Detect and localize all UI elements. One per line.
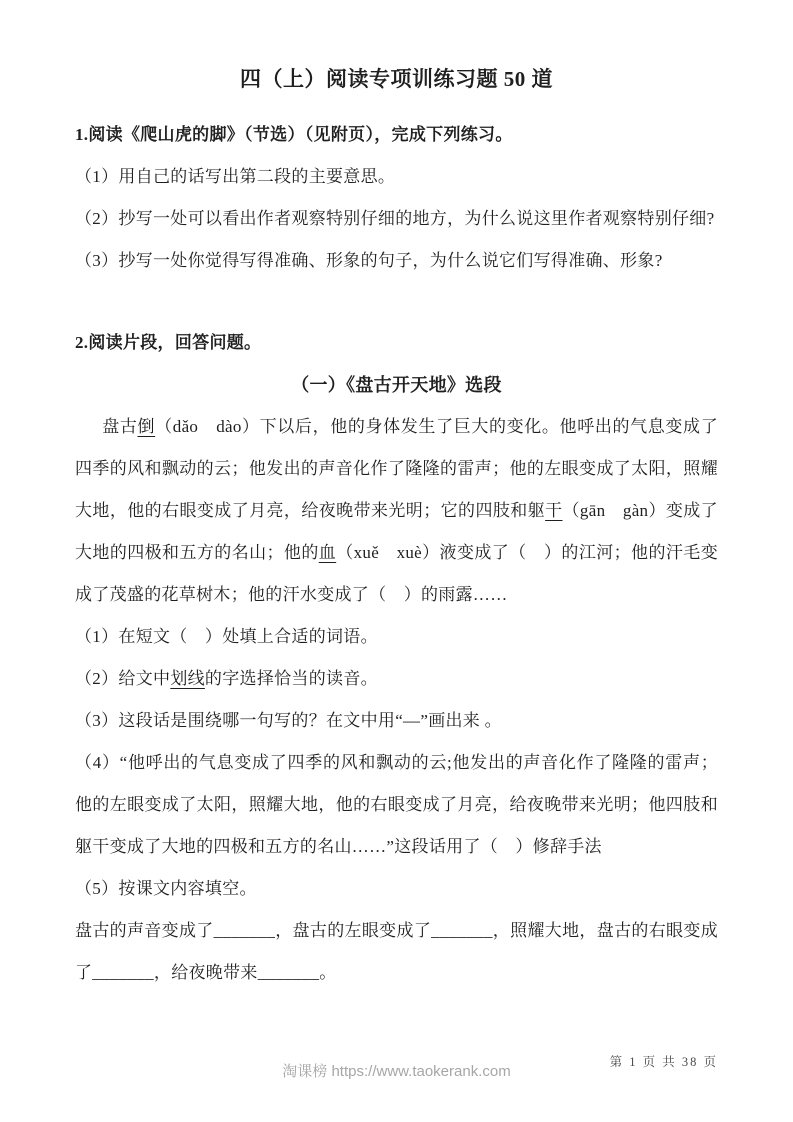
exercise-1-question-1: （1）用自己的话写出第二段的主要意思。 [75, 167, 396, 186]
watermark-site-link: 淘课榜 https://www.taokerank.com [282, 1063, 511, 1080]
page-number-indicator: 第 1 页 共 38 页 [609, 1055, 718, 1069]
document-title: 四（上）阅读专项训练习题 50 道 [240, 67, 553, 91]
exercise-2-question-4: （4）“他呼出的气息变成了四季的风和飘动的云;他发出的声音化作了隆隆的雷声；他的左眼变成了太阳，照耀大地，他的右眼变成了月亮，给夜晚带来光明；他四肢和躯干变成了大地的四极和五方的名山……”这段话用了（ ）修辞手法 [75, 753, 718, 856]
exercise-2-question-1: （1）在短文（ ）处填上合适的词语。 [75, 627, 378, 646]
exercise-2-question-5: （5）按课文内容填空。 [75, 879, 257, 898]
exercise-1-question-3: （3）抄写一处你觉得写得准确、形象的句子，为什么说它们写得准确、形象? [75, 251, 663, 270]
exercise-1-question-2: （2）抄写一处可以看出作者观察特别仔细的地方，为什么说这里作者观察特别仔细? [75, 209, 715, 228]
exercise-2-question-3: （3）这段话是围绕哪一句写的？在文中用“—”画出来 。 [75, 711, 502, 730]
exercise-2-question-2: （2）给文中划线的字选择恰当的读音。 [75, 669, 378, 688]
passage-text: 盘古倒（dǎo dào）下以后，他的身体发生了巨大的变化。他呼出的气息变成了四季的风和飘动的云；他发出的声音化作了隆隆的雷声；他的左眼变成了太阳，照耀大地，他的右眼变成了月亮，给夜晚带来光明；它的四肢和躯干（gān gàn）变成了大地的四极和五方的名山；他的血（xuě xuè）液变成了（ ）的江河；他的汗毛变成了茂盛的花草树木；他的汗水变成了（ ）的雨露…… [75, 417, 719, 604]
page-footer [75, 1052, 718, 1092]
exercise-2-heading: 2.阅读片段，回答问题。 [75, 333, 262, 352]
fill-in-blanks-sentence: 盘古的声音变成了_______，盘古的左眼变成了_______，照耀大地，盘古的右眼变成了_______，给夜晚带来_______。 [75, 921, 718, 982]
passage-title: （一）《盘古开天地》选段 [291, 375, 502, 395]
exercise-1-heading: 1.阅读《爬山虎的脚》（节选）（见附页），完成下列练习。 [75, 125, 513, 144]
